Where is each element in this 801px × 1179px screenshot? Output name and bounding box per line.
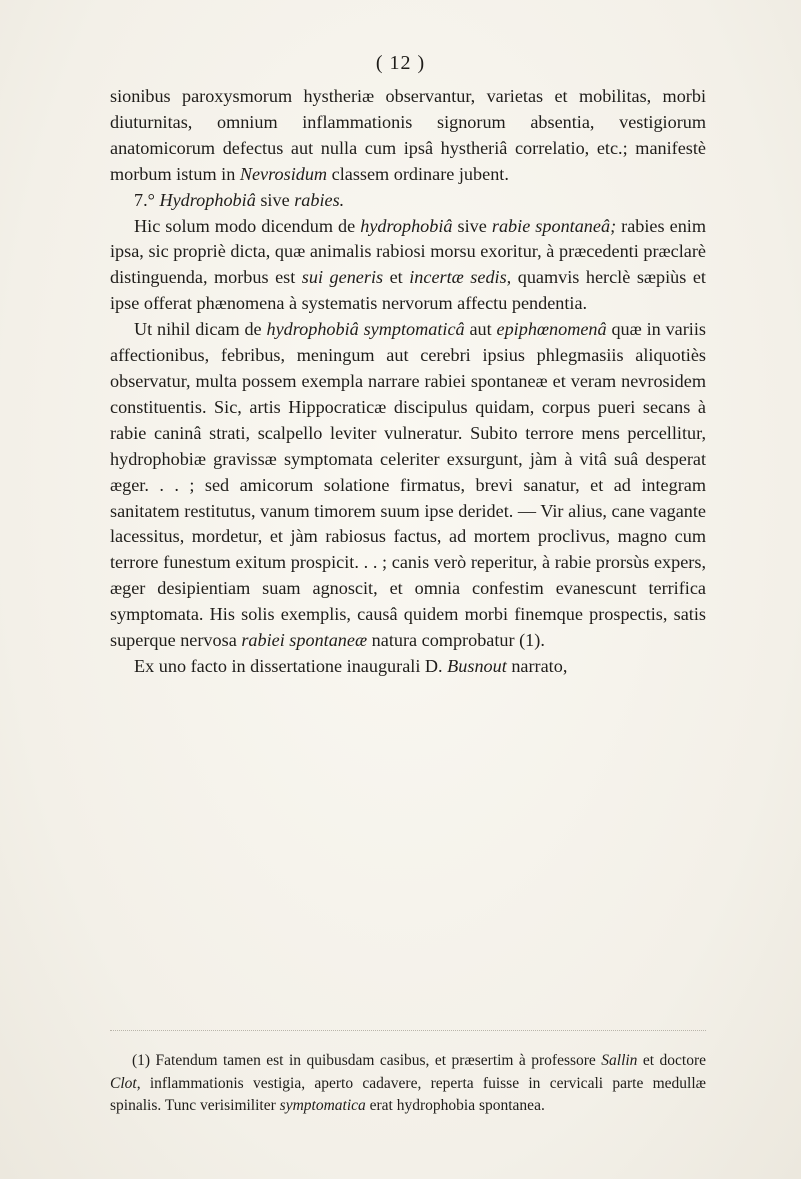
footnote: (1) Fatendum tamen est in quibusdam casibus, et præsertim à professore Sallin et doctore Clot, inflammationis vestigia, aperto cadavere, reperta fuisse in cervicali parte medullæ spinalis. Tunc verisimiliter symptomatica erat hydrophobia spontanea. <box>110 1052 706 1114</box>
main-text <box>110 84 706 680</box>
paragraph-4: Ex uno facto in dissertatione inaugurali D. Busnout narrato, <box>134 655 568 676</box>
page-number: ( 12 ) <box>375 52 426 74</box>
paragraph-2: Hic solum modo dicendum de hydrophobiâ sive rabie spontaneâ; rabies enim ipsa, sic propriè dicta, quæ animalis rabiosi morsu exoritur, à præcedenti præclarè distinguenda, morbus est sui generis et incertæ sedis, quamvis herclè sæpiùs et ipse offerat phænomena à systematis nervorum affectu pendentia. <box>110 215 706 314</box>
paragraph-1: sionibus paroxysmorum hystheriæ observantur, varietas et mobilitas, morbi diuturnitas, omnium inflammationis signorum absentia, vestigiorum anatomicorum defectus aut nulla cum ipsâ hystheriâ correlatio, etc.; manifestè morbum istum in Nevrosidum classem ordinare jubent. <box>110 86 706 184</box>
section-heading-hydrophobia: 7.° Hydrophobiâ sive rabies. <box>134 189 345 210</box>
footnote-divider <box>110 1030 706 1031</box>
paragraph-3: Ut nihil dicam de hydrophobiâ symptomaticâ aut epiphœnomenâ quæ in variis affectionibus, febribus, meningum aut cerebri ipsius phlegmasiis aliquotiès observatur, multa possem exempla narrare rabiei spontaneæ et veram nevrosidem constituentis. Sic, artis Hippocraticæ discipulus quidam, corpus pueri secans à rabie caninâ strati, scalpello leviter vulneratur. Subito terrore mens percellitur, hydrophobiæ gravissæ symptomata celeriter exsurgunt, jàm à vitâ suâ desperat æger. . . ; sed amicorum solatione firmatus, brevi sanatur, et ad integram sanitatem restitutus, vanum timorem suum ipse deridet. — Vir alius, cane vagante lacessitus, mordetur, et jàm rabiosus factus, ad mortem proclivus, magno cum terrore funestum exitum prospicit. . . ; canis verò reperitur, à rabie prorsùs expers, æger desipientiam suam agnoscit, et omnia confestim evanescunt terrifica symptomata. His solis exemplis, causâ quidem morbi finemque prospectis, satis superque nervosa rabiei spontaneæ natura comprobatur (1). <box>110 319 706 651</box>
